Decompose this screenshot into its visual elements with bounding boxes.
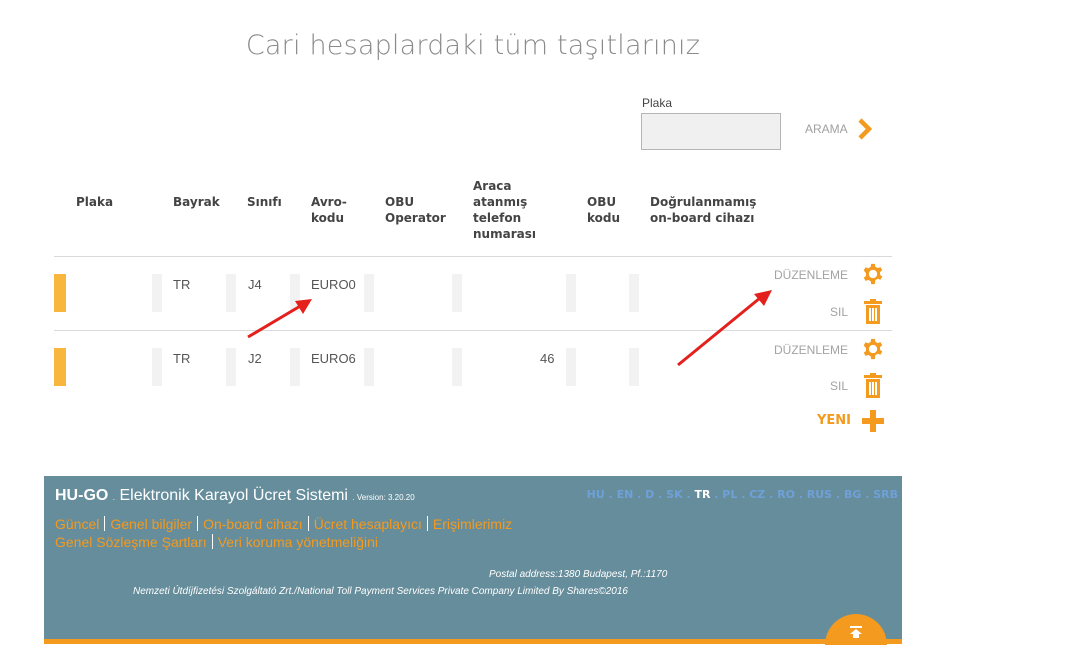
delete-button-label[interactable]: SIL <box>829 379 848 393</box>
trash-icon[interactable] <box>864 373 882 398</box>
language-link-cz[interactable]: CZ <box>749 488 766 501</box>
footer-link[interactable]: Veri koruma yönetmeliğini <box>217 534 379 550</box>
cell-divider <box>629 348 639 386</box>
cell-divider <box>364 348 374 386</box>
cell-divider <box>566 348 576 386</box>
language-link-en[interactable]: EN <box>616 488 634 501</box>
cell-divider <box>226 348 236 386</box>
link-separator <box>197 516 198 531</box>
search-button[interactable] <box>805 118 872 140</box>
cell-bayrak: TR <box>173 277 191 292</box>
footer-link[interactable]: Genel Sözleşme Şartları <box>55 534 207 550</box>
system-name: Elektronik Karayol Ücret Sistemi <box>119 487 348 504</box>
language-separator: . <box>633 488 646 501</box>
footer-link[interactable]: Genel bilgiler <box>110 516 193 532</box>
page-title: Cari hesaplardaki tüm taşıtlarınız <box>245 30 701 61</box>
link-separator <box>104 516 105 531</box>
new-vehicle-label[interactable]: YENI <box>817 413 852 428</box>
language-switcher <box>587 488 898 501</box>
footer <box>44 476 902 644</box>
cell-phone: 46 <box>540 351 555 366</box>
col-obu-kodu: OBU kodu <box>587 195 621 225</box>
footer-accent-bar <box>44 639 902 644</box>
language-link-sk[interactable]: SK <box>666 488 683 501</box>
cell-divider <box>152 348 162 386</box>
col-plaka: Plaka <box>76 195 114 209</box>
col-bayrak: Bayrak <box>173 195 220 209</box>
language-separator: . <box>765 488 778 501</box>
link-separator <box>308 516 309 531</box>
cell-divider <box>566 274 576 312</box>
cell-divider <box>452 274 462 312</box>
col-phone: Araca atanmış telefon numarası <box>473 179 536 241</box>
cell-avro-kodu: EURO6 <box>311 351 356 366</box>
footer-link[interactable]: Güncel <box>55 516 100 532</box>
edit-button-label[interactable]: DÜZENLEME <box>773 268 848 282</box>
language-separator: . <box>604 488 617 501</box>
version-label: . Version: 3.20.20 <box>352 493 415 502</box>
language-separator: . <box>710 488 723 501</box>
language-separator: . <box>682 488 695 501</box>
language-link-rus[interactable]: RUS <box>806 488 833 501</box>
col-avro-kodu: Avro- kodu <box>311 195 347 225</box>
chevron-right-icon <box>858 118 872 140</box>
cell-divider <box>290 348 300 386</box>
gear-icon[interactable] <box>862 263 884 285</box>
cell-avro-kodu: EURO0 <box>311 277 356 292</box>
link-separator <box>427 516 428 531</box>
arrow-up-icon <box>850 626 862 638</box>
plus-icon[interactable] <box>862 410 884 432</box>
brand-logo: HU-GO <box>55 487 109 504</box>
row-marker <box>54 348 66 386</box>
cell-divider <box>364 274 374 312</box>
cell-sinifi: J4 <box>248 277 262 292</box>
header-divider <box>54 256 892 257</box>
language-separator: . <box>794 488 807 501</box>
annotation-arrow <box>240 285 330 345</box>
link-separator <box>212 534 213 549</box>
language-link-hu[interactable]: HU <box>586 488 605 501</box>
cell-divider <box>452 348 462 386</box>
cell-divider <box>152 274 162 312</box>
row-marker <box>54 274 66 312</box>
language-link-d[interactable]: D <box>645 488 655 501</box>
footer-link[interactable]: On-board cihazı <box>203 516 303 532</box>
cell-sinifi: J2 <box>248 351 262 366</box>
footer-brand: HU-GO . Elektronik Karayol Ücret Sistemi . Version: 3.20.20 <box>55 487 415 504</box>
cell-divider <box>226 274 236 312</box>
language-separator: . <box>832 488 844 501</box>
postal-address: Postal address:1380 Budapest, Pf.:1170 <box>489 569 668 580</box>
annotation-arrow <box>670 285 780 375</box>
col-sinifi: Sınıfı <box>247 195 282 209</box>
language-separator: . <box>861 488 874 501</box>
col-obu-operator: OBU Operator <box>385 195 446 225</box>
cell-bayrak: TR <box>173 351 191 366</box>
footer-link[interactable]: Erişimlerimiz <box>432 516 513 532</box>
footer-links-row1 <box>55 516 512 532</box>
footer-link[interactable]: Ücret hesaplayıcı <box>313 516 422 532</box>
plate-search-input[interactable] <box>641 113 781 150</box>
company-name: Nemzeti Útdíjfizetési Szolgáltató Zrt./National Toll Payment Services Private Company Limited By Shares©2016 <box>133 586 628 597</box>
language-link-tr[interactable]: TR <box>694 488 711 501</box>
language-separator: . <box>737 488 750 501</box>
search-button-label: ARAMA <box>805 122 848 136</box>
trash-icon[interactable] <box>864 299 882 324</box>
language-separator: . <box>654 488 667 501</box>
cell-divider <box>629 274 639 312</box>
col-unverified-device: Doğrulanmamış on-board cihazı <box>650 195 757 225</box>
delete-button-label[interactable]: SIL <box>829 305 848 319</box>
language-link-bg[interactable]: BG <box>843 488 862 501</box>
language-link-ro[interactable]: RO <box>777 488 795 501</box>
edit-button-label[interactable]: DÜZENLEME <box>773 343 848 357</box>
language-link-pl[interactable]: PL <box>722 488 738 501</box>
language-link-srb[interactable]: SRB <box>873 488 898 501</box>
footer-links-row2 <box>55 534 378 550</box>
gear-icon[interactable] <box>862 338 884 360</box>
search-label: Plaka <box>642 96 673 110</box>
